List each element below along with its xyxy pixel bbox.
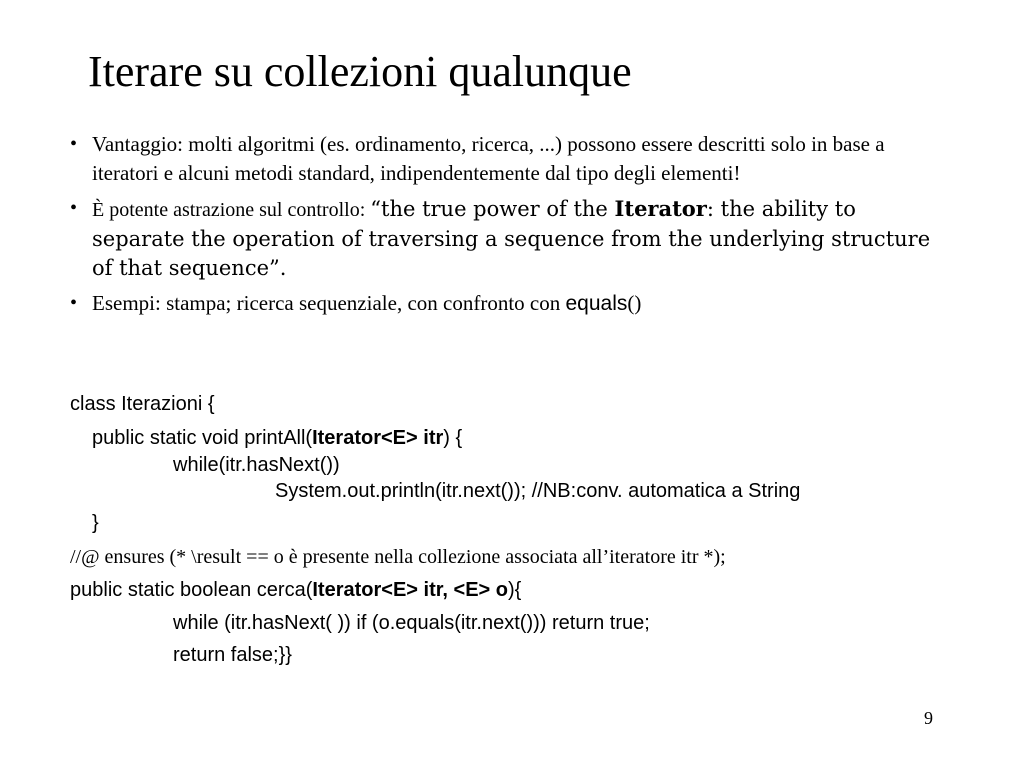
page-number: 9 bbox=[924, 708, 933, 728]
bullet-examples-text-a: Esempi: stampa; ricerca sequenziale, con confronto con bbox=[92, 291, 566, 315]
bullet-abstraction-quote-bold: Iterator bbox=[614, 196, 707, 221]
code-line-return-false: return false;}} bbox=[173, 644, 292, 666]
code-printall-bold: Iterator<E> itr bbox=[312, 427, 444, 449]
code-line-class: class Iterazioni { bbox=[70, 393, 215, 415]
bullet-advantage bbox=[70, 130, 950, 188]
code-line-while: while(itr.hasNext()) bbox=[173, 454, 340, 476]
bullet-examples-code: equals bbox=[565, 292, 628, 315]
code-line-while-equals: while (itr.hasNext( )) if (o.equals(itr.next())) return true; bbox=[173, 612, 650, 634]
code-line-close: } bbox=[92, 512, 99, 534]
code-line-cerca bbox=[70, 579, 521, 602]
bullet-examples bbox=[70, 289, 950, 318]
code-cerca-b: ){ bbox=[508, 579, 522, 601]
code-cerca-bold: Iterator<E> itr, <E> o bbox=[312, 579, 509, 601]
bullet-dot-icon: • bbox=[70, 133, 78, 155]
code-line-println: System.out.println(itr.next()); //NB:conv. automatica a String bbox=[275, 480, 801, 502]
code-printall-b: ) { bbox=[443, 427, 463, 449]
bullet-dot-icon: • bbox=[70, 197, 78, 219]
code-printall-a: public static void printAll( bbox=[92, 427, 313, 449]
code-line-printall bbox=[92, 427, 462, 450]
bullet-advantage-text: Vantaggio: molti algoritmi (es. ordinamento, ricerca, ...) possono essere descritti solo in base a iteratori e alcuni metodi standard, indipendentemente dal tipo degli elementi! bbox=[92, 132, 885, 185]
bullet-list bbox=[70, 130, 950, 324]
code-line-ensures: //@ ensures (* \result == o è presente nella collezione associata all’iteratore itr *); bbox=[70, 546, 726, 568]
bullet-abstraction-intro: È potente astrazione sul controllo: bbox=[92, 199, 371, 221]
bullet-abstraction bbox=[70, 194, 950, 283]
bullet-dot-icon: • bbox=[70, 292, 78, 314]
code-cerca-a: public static boolean cerca( bbox=[70, 579, 313, 601]
bullet-examples-text-b: () bbox=[627, 291, 642, 315]
bullet-abstraction-quote-a: “the true power of the bbox=[370, 197, 615, 221]
bullet-abstraction-quote-b: : the ability to separate the operation of traversing a sequence from the underlying structure of that sequence”. bbox=[92, 197, 931, 280]
slide-title: Iterare su collezioni qualunque bbox=[88, 47, 632, 96]
